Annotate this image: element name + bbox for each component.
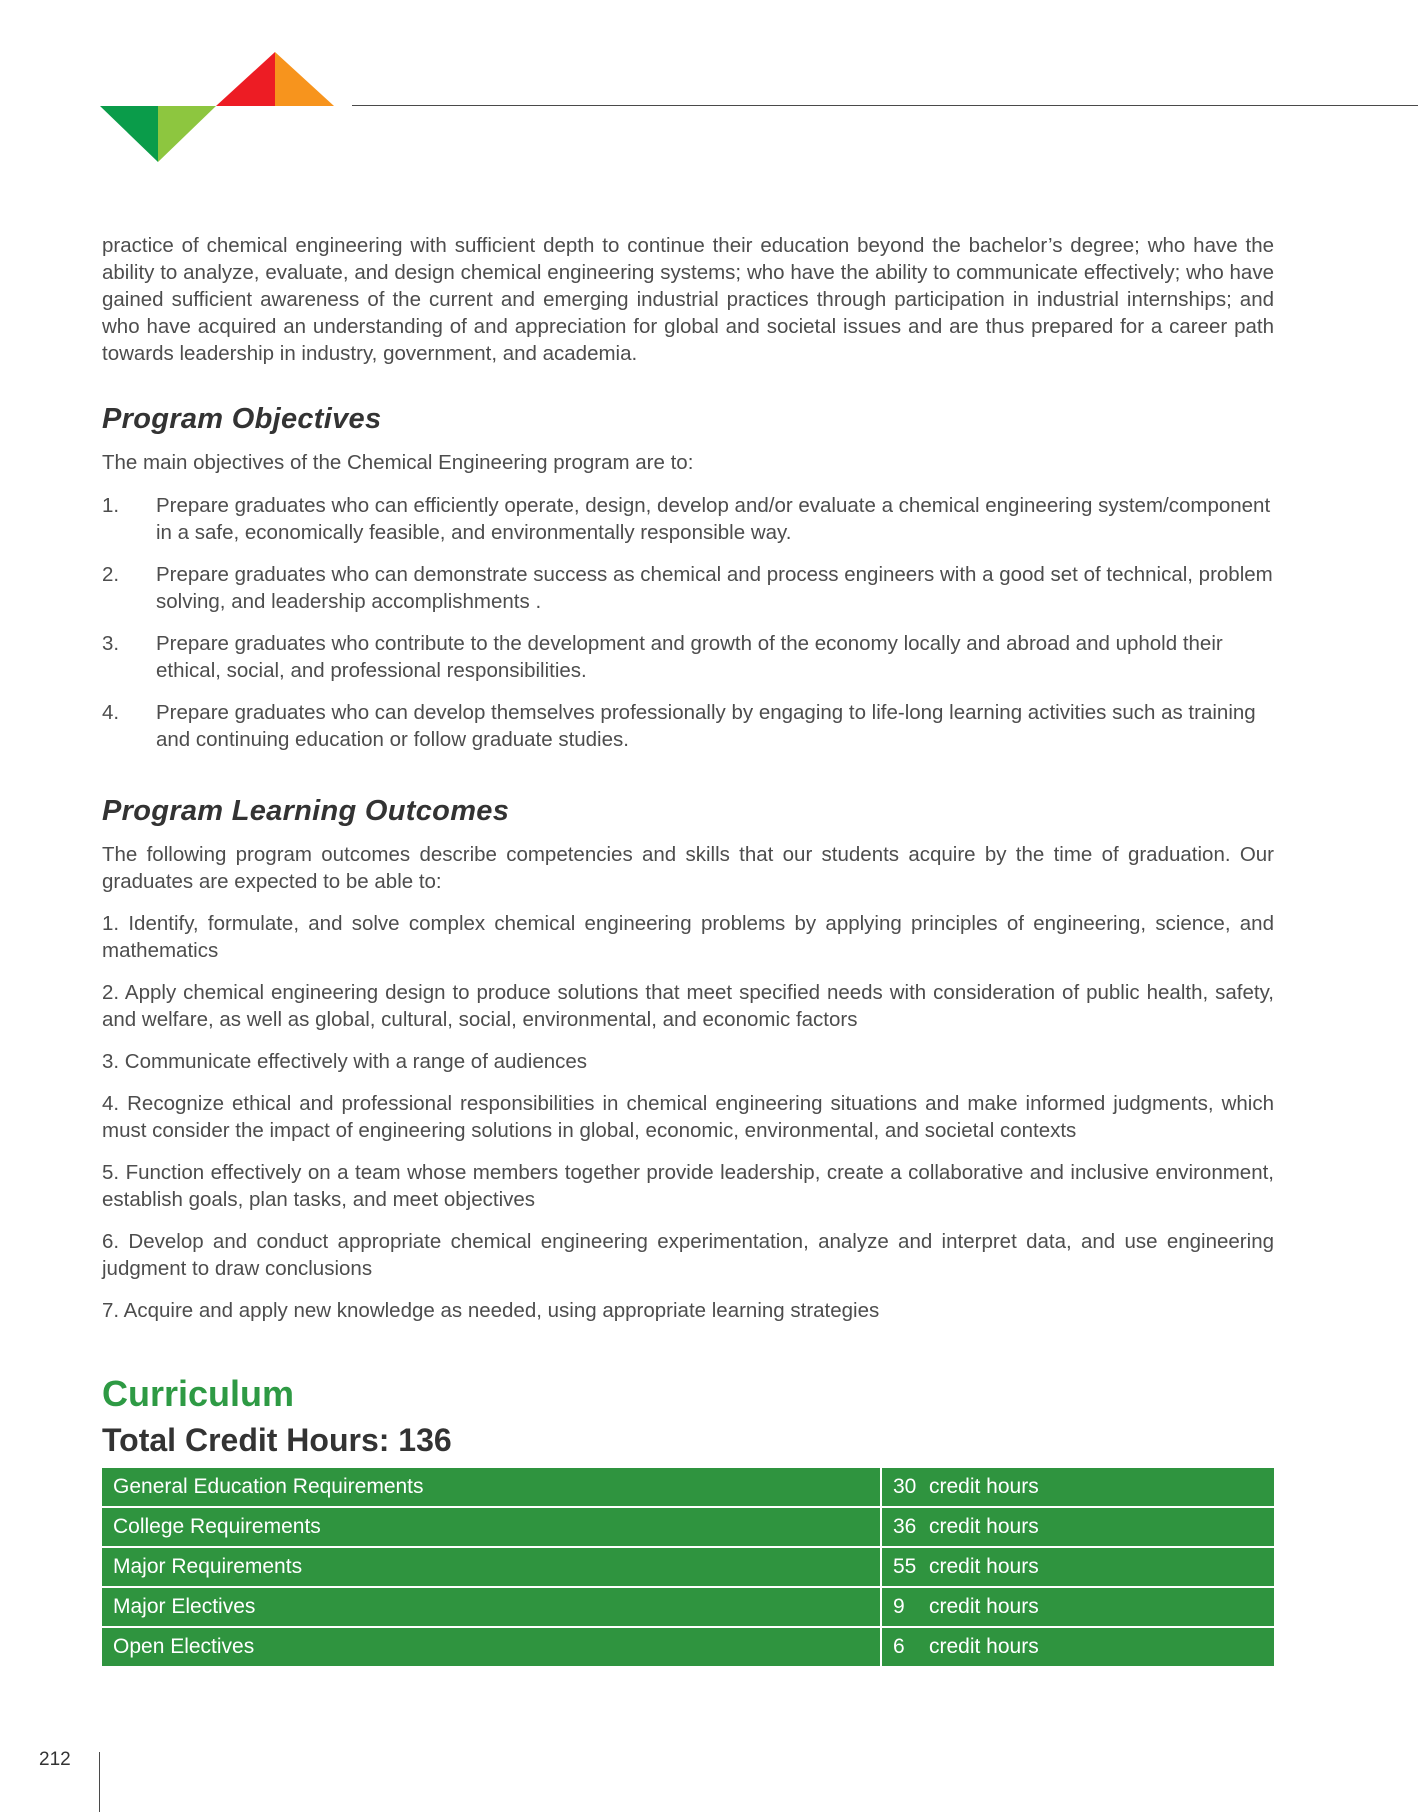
requirement-label: Open Electives bbox=[102, 1627, 881, 1667]
objectives-heading: Program Objectives bbox=[102, 403, 382, 435]
outcome-item: 5. Function effectively on a team whose members together provide leadership, create a collaborative and inclusive environment, establish goals, plan tasks, and meet objectives bbox=[102, 1161, 1274, 1211]
credit-hours-value: 9 bbox=[893, 1595, 905, 1618]
requirement-label: Major Requirements bbox=[102, 1547, 881, 1587]
credit-hours-cell bbox=[881, 1468, 1274, 1507]
credit-hours-unit: credit hours bbox=[929, 1475, 1039, 1498]
logo-red-triangle bbox=[216, 52, 275, 106]
outcome-item: 4. Recognize ethical and professional responsibilities in chemical engineering situations and make informed judgments, which must consider the impact of engineering solutions in global, economic, environmental, and societal contexts bbox=[102, 1092, 1274, 1142]
outcome-item: 7. Acquire and apply new knowledge as needed, using appropriate learning strategies bbox=[102, 1299, 880, 1322]
list-item-number: 1. bbox=[102, 494, 120, 517]
outcome-item: 6. Develop and conduct appropriate chemical engineering experimentation, analyze and interpret data, and use engineering judgment to draw conclusions bbox=[102, 1230, 1274, 1280]
credit-hours-unit: credit hours bbox=[929, 1515, 1039, 1538]
curriculum-heading: Curriculum bbox=[102, 1373, 295, 1414]
credit-hours-unit: credit hours bbox=[929, 1555, 1039, 1578]
list-item-number: 3. bbox=[102, 632, 120, 655]
requirement-label: Major Electives bbox=[102, 1587, 881, 1627]
requirement-label: General Education Requirements bbox=[102, 1468, 881, 1507]
credit-hours-unit: credit hours bbox=[929, 1595, 1039, 1618]
outcomes-heading: Program Learning Outcomes bbox=[102, 795, 510, 827]
credit-hours-value: 55 bbox=[893, 1555, 917, 1578]
credit-hours-value: 30 bbox=[893, 1475, 917, 1498]
table-row bbox=[102, 1507, 1274, 1547]
outcome-item: 2. Apply chemical engineering design to produce solutions that meet specified needs with consideration of public health, safety, and welfare, as well as global, cultural, social, environmental, and economic factors bbox=[102, 981, 1274, 1031]
table-row bbox=[102, 1627, 1274, 1667]
list-item-number: 2. bbox=[102, 563, 120, 586]
page-content bbox=[102, 232, 1274, 1668]
table-row bbox=[102, 1468, 1274, 1507]
outcomes-lead: The following program outcomes describe competencies and skills that our students acquire by the time of graduation. Our graduates are expected to be able to: bbox=[102, 843, 1274, 893]
list-item bbox=[102, 699, 1274, 753]
list-item-text: Prepare graduates who can efficiently operate, design, develop and/or evaluate a chemical engineering system/component in a safe, economically feasible, and environmentally responsible way. bbox=[156, 494, 1271, 544]
table-row bbox=[102, 1587, 1274, 1627]
logo-green-triangle bbox=[100, 106, 158, 162]
logo-orange-triangle bbox=[275, 52, 334, 106]
credit-hours-value: 6 bbox=[893, 1635, 905, 1658]
list-item-number: 4. bbox=[102, 701, 120, 724]
list-item-text: Prepare graduates who can develop themselves professionally by engaging to life-long learning activities such as training and continuing education or follow graduate studies. bbox=[156, 701, 1256, 751]
credit-hours-value: 36 bbox=[893, 1515, 917, 1538]
list-item bbox=[102, 492, 1274, 546]
outcome-item: 1. Identify, formulate, and solve complex chemical engineering problems by applying principles of engineering, science, and mathematics bbox=[102, 912, 1274, 962]
requirement-label: College Requirements bbox=[102, 1507, 881, 1547]
list-item bbox=[102, 630, 1274, 684]
header-rule bbox=[352, 105, 1418, 106]
list-item-text: Prepare graduates who can demonstrate success as chemical and process engineers with a good set of technical, problem solving, and leadership accomplishments . bbox=[156, 563, 1273, 613]
credit-hours-unit: credit hours bbox=[929, 1635, 1039, 1658]
credit-hours-cell bbox=[881, 1507, 1274, 1547]
logo-lightgreen-triangle bbox=[158, 106, 216, 162]
page-number-rule bbox=[99, 1752, 100, 1812]
triangle-logo-icon bbox=[100, 50, 334, 162]
credit-hours-cell bbox=[881, 1547, 1274, 1587]
list-item-text: Prepare graduates who contribute to the development and growth of the economy locally and abroad and uphold their ethical, social, and professional responsibilities. bbox=[156, 632, 1223, 682]
objectives-lead: The main objectives of the Chemical Engineering program are to: bbox=[102, 451, 694, 474]
table-row bbox=[102, 1547, 1274, 1587]
page-number: 212 bbox=[39, 1749, 71, 1770]
intro-paragraph: practice of chemical engineering with sufficient depth to continue their education beyond the bachelor’s degree; who have the ability to analyze, evaluate, and design chemical engineering systems; who have the ability to communicate effectively; who have gained sufficient awareness of the current and emerging industrial practices through participation in industrial internships; and who have acquired an understanding of and appreciation for global and societal issues and are thus prepared for a career path towards leadership in industry, government, and academia. bbox=[102, 234, 1274, 365]
list-item bbox=[102, 561, 1274, 615]
outcomes-section bbox=[102, 793, 1274, 1324]
outcome-item: 3. Communicate effectively with a range of audiences bbox=[102, 1050, 588, 1073]
credit-hours-table bbox=[102, 1468, 1274, 1668]
objectives-list bbox=[102, 492, 1274, 753]
total-credit-hours: Total Credit Hours: 136 bbox=[102, 1422, 452, 1458]
credit-hours-cell bbox=[881, 1627, 1274, 1667]
credit-hours-cell bbox=[881, 1587, 1274, 1627]
